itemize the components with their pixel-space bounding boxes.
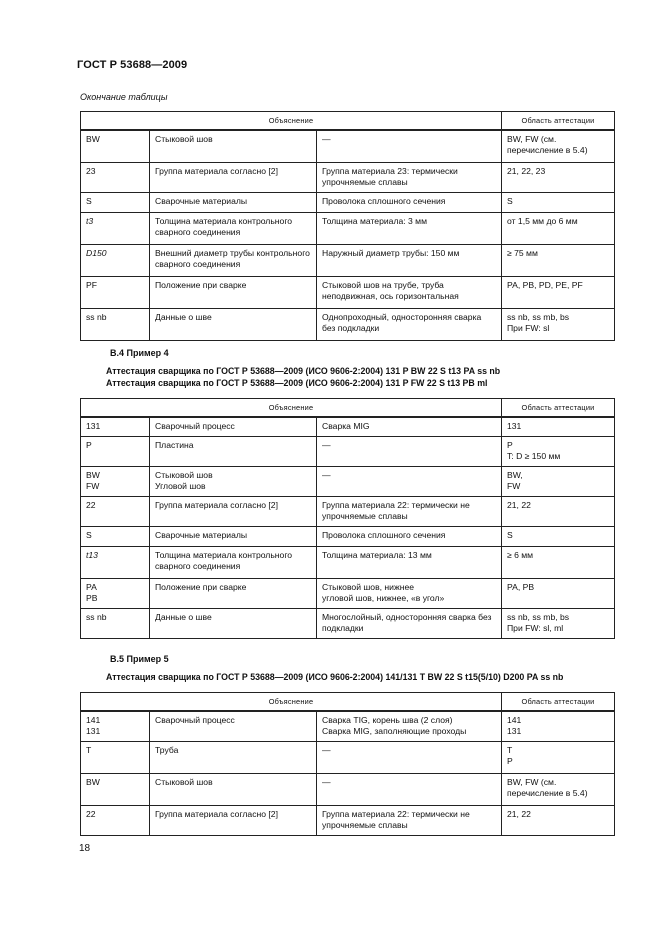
row-scope: 21, 22, 23 — [502, 162, 615, 192]
row-detail: — — [317, 130, 502, 162]
row-detail: Группа материала 22: термически не упрочняемые сплавы — [317, 496, 502, 526]
row-scope: 141 131 — [502, 711, 615, 741]
table-header-row — [81, 693, 615, 712]
row-scope: от 1,5 мм до 6 мм — [502, 212, 615, 244]
table-row — [81, 276, 615, 308]
table-continuation-caption: Окончание таблицы — [80, 92, 168, 102]
example-4-heading-line-2: Аттестация сварщика по ГОСТ Р 53688—2009 (ИСО 9606-2:2004) 131 P FW 22 S t13 PB ml — [106, 378, 488, 388]
row-scope: ss nb, ss mb, bs При FW: sl — [502, 308, 615, 340]
row-explanation: Стыковой шов — [150, 130, 317, 162]
row-explanation: Положение при сварке — [150, 276, 317, 308]
row-scope: PA, PB, PD, PE, PF — [502, 276, 615, 308]
row-code: S — [81, 192, 150, 212]
attestation-table-example-5 — [80, 692, 615, 836]
row-scope: S — [502, 526, 615, 546]
row-scope: 21, 22 — [502, 805, 615, 835]
row-code: BW FW — [81, 466, 150, 496]
row-scope: 21, 22 — [502, 496, 615, 526]
row-code: 22 — [81, 496, 150, 526]
row-explanation: Труба — [150, 741, 317, 773]
row-code: T — [81, 741, 150, 773]
row-code: 22 — [81, 805, 150, 835]
row-code: t3 — [81, 212, 150, 244]
row-code: BW — [81, 130, 150, 162]
row-explanation: Положение при сварке — [150, 578, 317, 608]
row-detail: Проволока сплошного сечения — [317, 192, 502, 212]
row-scope: ≥ 6 мм — [502, 546, 615, 578]
table-header-row — [81, 399, 615, 418]
table-row — [81, 130, 615, 162]
document-title: ГОСТ Р 53688—2009 — [77, 59, 188, 71]
row-explanation: Пластина — [150, 436, 317, 466]
table-row — [81, 496, 615, 526]
table-header-row — [81, 112, 615, 131]
row-code: P — [81, 436, 150, 466]
table-row — [81, 608, 615, 638]
row-explanation: Сварочный процесс — [150, 711, 317, 741]
column-header-explanation: Объяснение — [81, 693, 502, 712]
row-detail: Наружный диаметр трубы: 150 мм — [317, 244, 502, 276]
row-explanation: Данные о шве — [150, 308, 317, 340]
row-code: PF — [81, 276, 150, 308]
column-header-explanation: Объяснение — [81, 112, 502, 131]
row-code: ss nb — [81, 308, 150, 340]
row-code: 141 131 — [81, 711, 150, 741]
row-explanation: Толщина материала контрольного сварного соединения — [150, 212, 317, 244]
row-code: ss nb — [81, 608, 150, 638]
table-row — [81, 711, 615, 741]
row-detail: Сварка MIG — [317, 417, 502, 436]
example-5-heading-line-1: Аттестация сварщика по ГОСТ Р 53688—2009 (ИСО 9606-2:2004) 141/131 T BW 22 S t15(5/10) D200 PA ss nb — [106, 672, 564, 682]
table-row — [81, 546, 615, 578]
attestation-table-1 — [80, 111, 615, 341]
row-scope: ≥ 75 мм — [502, 244, 615, 276]
row-code: BW — [81, 773, 150, 805]
table-row — [81, 436, 615, 466]
row-detail: Сварка TIG, корень шва (2 слоя) Сварка MIG, заполняющие проходы — [317, 711, 502, 741]
row-explanation: Стыковой шов — [150, 773, 317, 805]
table-row — [81, 244, 615, 276]
row-code: 131 — [81, 417, 150, 436]
table-row — [81, 308, 615, 340]
row-code: D150 — [81, 244, 150, 276]
row-explanation: Группа материала согласно [2] — [150, 496, 317, 526]
table-row — [81, 192, 615, 212]
column-header-explanation: Объяснение — [81, 399, 502, 418]
row-detail: Группа материала 22: термически не упрочняемые сплавы — [317, 805, 502, 835]
row-detail: Группа материала 23: термически упрочняемые сплавы — [317, 162, 502, 192]
row-explanation: Сварочные материалы — [150, 192, 317, 212]
table-row — [81, 162, 615, 192]
example-5-title: B.5 Пример 5 — [110, 654, 169, 664]
row-scope: BW, FW (см. перечисление в 5.4) — [502, 130, 615, 162]
row-code: PA PB — [81, 578, 150, 608]
row-explanation: Сварочный процесс — [150, 417, 317, 436]
row-code: S — [81, 526, 150, 546]
row-explanation: Данные о шве — [150, 608, 317, 638]
row-detail: — — [317, 773, 502, 805]
table-row — [81, 805, 615, 835]
row-detail: Однопроходный, односторонняя сварка без подкладки — [317, 308, 502, 340]
table-row — [81, 741, 615, 773]
row-explanation: Внешний диаметр трубы контрольного сварного соединения — [150, 244, 317, 276]
row-scope: S — [502, 192, 615, 212]
table-row — [81, 578, 615, 608]
row-explanation: Сварочные материалы — [150, 526, 317, 546]
example-4-title: B.4 Пример 4 — [110, 348, 169, 358]
row-scope: ss nb, ss mb, bs При FW: sl, ml — [502, 608, 615, 638]
row-explanation: Группа материала согласно [2] — [150, 162, 317, 192]
example-4-heading-line-1: Аттестация сварщика по ГОСТ Р 53688—2009 (ИСО 9606-2:2004) 131 P BW 22 S t13 PA ss nb — [106, 366, 501, 376]
table-row — [81, 212, 615, 244]
row-scope: 131 — [502, 417, 615, 436]
row-scope: P T: D ≥ 150 мм — [502, 436, 615, 466]
row-detail: Многослойный, односторонняя сварка без подкладки — [317, 608, 502, 638]
column-header-scope: Область аттестации — [502, 112, 615, 131]
row-explanation: Группа материала согласно [2] — [150, 805, 317, 835]
row-scope: PA, PB — [502, 578, 615, 608]
attestation-table-example-4 — [80, 398, 615, 639]
table-row — [81, 526, 615, 546]
row-detail: — — [317, 466, 502, 496]
row-detail: — — [317, 436, 502, 466]
table-row — [81, 466, 615, 496]
row-explanation: Толщина материала контрольного сварного соединения — [150, 546, 317, 578]
column-header-scope: Область аттестации — [502, 399, 615, 418]
row-scope: BW, FW — [502, 466, 615, 496]
table-row — [81, 417, 615, 436]
table-row — [81, 773, 615, 805]
row-code: t13 — [81, 546, 150, 578]
page-number: 18 — [79, 843, 91, 854]
row-detail: Стыковой шов на трубе, труба неподвижная, ось горизонтальная — [317, 276, 502, 308]
row-explanation: Стыковой шов Угловой шов — [150, 466, 317, 496]
row-detail: Проволока сплошного сечения — [317, 526, 502, 546]
row-detail: Стыковой шов, нижнее угловой шов, нижнее, «в угол» — [317, 578, 502, 608]
column-header-scope: Область аттестации — [502, 693, 615, 712]
row-scope: T P — [502, 741, 615, 773]
row-detail: — — [317, 741, 502, 773]
row-scope: BW, FW (см. перечисление в 5.4) — [502, 773, 615, 805]
row-detail: Толщина материала: 3 мм — [317, 212, 502, 244]
row-detail: Толщина материала: 13 мм — [317, 546, 502, 578]
row-code: 23 — [81, 162, 150, 192]
